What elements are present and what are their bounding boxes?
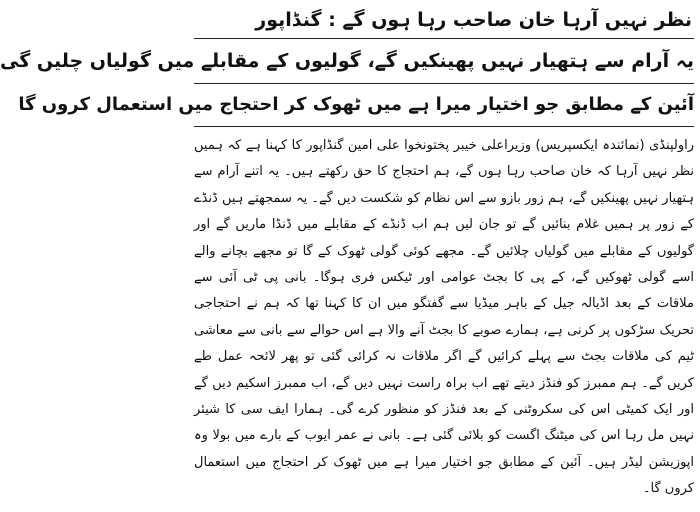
main-headline: نظر نہیں آرہا خان صاحب رہا ہوں گے : گنڈاپور (255, 9, 692, 31)
sub-headline: آئین کے مطابق جو اختیار میرا ہے میں ٹھوک کر احتجاج میں استعمال کروں گا (194, 83, 694, 126)
article-body: راولپنڈی (نمائندہ ایکسپریس) وزیراعلی خیبر پختونخوا علی امین گنڈاپور کا کہنا ہے کہ ہمیں نظر نہیں آرہا کہ خان صاحب رہا ہوں گے، ہم احتجاج کا حق رکھتے ہیں۔ یہ اتنے آرام سے ہتھیار نہیں پھینکیں گے، ہم زور بازو سے اس نظام کو شکست دیں گے۔ یہ سمجھتے ہیں ڈنڈے کے زور پر ہمیں غلام بنائیں گے تو جان لیں ہم اب ڈنڈے کے مقابلے میں ڈنڈا ماریں گے اور گولیوں کے مقابلے میں گولیاں چلائیں گے۔ مجھے کوئی گولی ٹھوک کے گا تو مجھے بچانے والے اسے گولی ٹھوکیں گے، کے پی کا بجٹ عوامی اور ٹیکس فری ہوگا۔ بانی پی ٹی آئی سے ملاقات کے بعد اڈیالہ جیل کے باہر میڈیا سے گفتگو میں ان کا کہنا تھا کہ ہم نے احتجاجی تحریک سڑکوں پر کرنی ہے، ہمارے صوبے کا بجٹ آنے والا ہے اس حوالے سے بانی سے معاشی ٹیم کی ملاقات بجٹ سے پہلے کرائیں گے اگر ملاقات نہ کرائی گئی تو پھر لائحہ عمل طے کریں گے۔ ہم ممبرز کو فنڈز دیتے تھے اب براہ راست نہیں دیں گے، اب ممبرز اسکیم دیں گے اور ایک کمیٹی اس کی سکروٹنی کے بعد فنڈز کو منظور کرے گی۔ ہمارا ایف سی کا شیئر نہیں مل رہا اس کی میٹنگ اگست کو بلائی گئی ہے۔ بانی نے عمر ایوب کے بارے میں بولا وہ اپوزیشن لیڈر ہیں۔ آئین کے مطابق جو اختیار میرا ہے میں ٹھوک کر احتجاج میں استعمال کروں گا۔ (194, 138, 694, 497)
sub-headline: یہ آرام سے ہتھیار نہیں پھینکیں گے، گولیوں کے مقابلے میں گولیاں چلیں گی (194, 38, 694, 83)
headline-block (0, 2, 694, 127)
